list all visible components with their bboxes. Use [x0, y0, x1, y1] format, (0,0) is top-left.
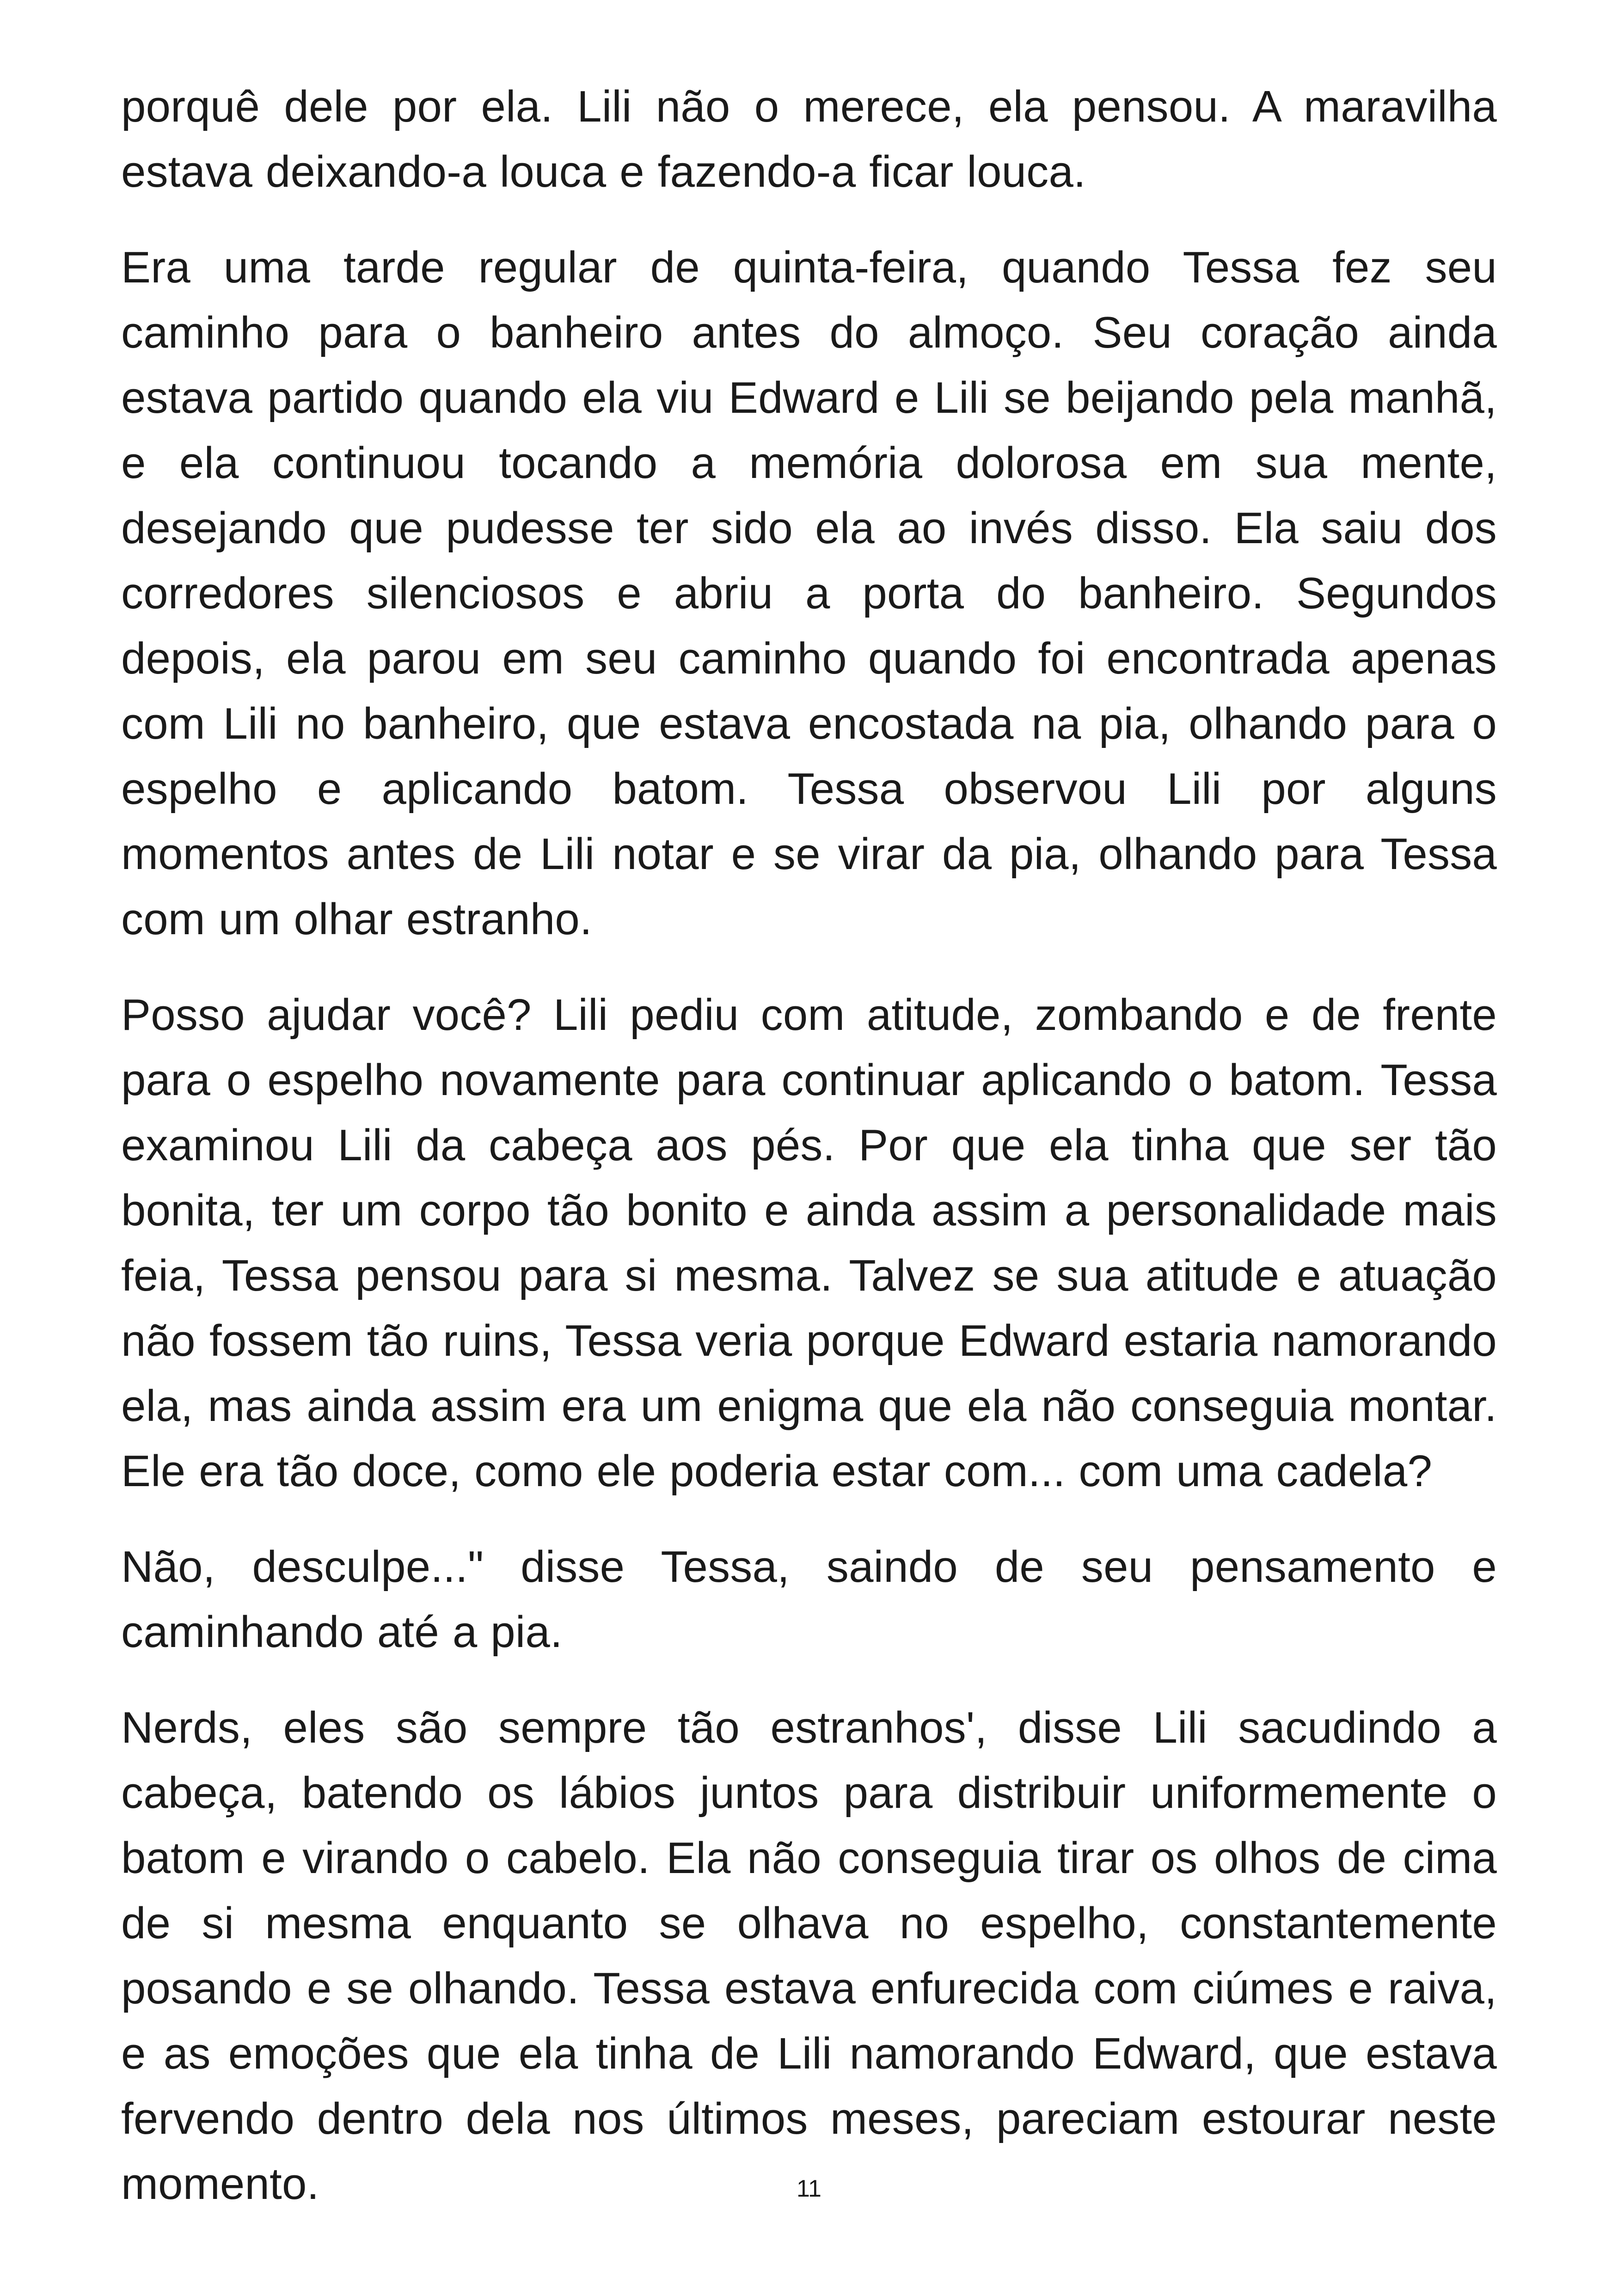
paragraph: porquê dele por ela. Lili não o merece, ela pensou. A maravilha estava deixando-a louca e fazendo-a ficar louca.: [121, 82, 1497, 196]
page-number: 11: [797, 2175, 821, 2202]
paragraph: Era uma tarde regular de quinta-feira, quando Tessa fez seu caminho para o banheiro antes do almoço. Seu coração ainda estava partido quando ela viu Edward e Lili se beijando pela manhã, e ela continuou tocando a memória dolorosa em sua mente, desejando que pudesse ter sido ela ao invés disso. Ela saiu dos corredores silenciosos e abriu a porta do banheiro. Segundos depois, ela parou em seu caminho quando foi encontrada apenas com Lili no banheiro, que estava encostada na pia, olhando para o espelho e aplicando batom. Tessa observou Lili por alguns momentos antes de Lili notar e se virar da pia, olhando para Tessa com um olhar estranho.: [121, 243, 1497, 944]
paragraph: Não, desculpe..." disse Tessa, saindo de seu pensamento e caminhando até a pia.: [121, 1542, 1497, 1657]
paragraph: Posso ajudar você? Lili pediu com atitude, zombando e de frente para o espelho novamente para continuar aplicando o batom. Tessa examinou Lili da cabeça aos pés. Por que ela tinha que ser tão bonita, ter um corpo tão bonito e ainda assim a personalidade mais feia, Tessa pensou para si mesma. Talvez se sua atitude e atuação não fossem tão ruins, Tessa veria porque Edward estaria namorando ela, mas ainda assim era um enigma que ela não conseguia montar. Ele era tão doce, como ele poderia estar com... com uma cadela?: [121, 990, 1497, 1496]
paragraph: Nerds, eles são sempre tão estranhos', disse Lili sacudindo a cabeça, batendo os lábios juntos para distribuir uniformemente o batom e virando o cabelo. Ela não conseguia tirar os olhos de cima de si mesma enquanto se olhava no espelho, constantemente posando e se olhando. Tessa estava enfurecida com ciúmes e raiva, e as emoções que ela tinha de Lili namorando Edward, que estava fervendo dentro dela nos últimos meses, pareciam estourar neste momento.: [121, 1703, 1497, 2209]
document-body: [121, 74, 1497, 2247]
